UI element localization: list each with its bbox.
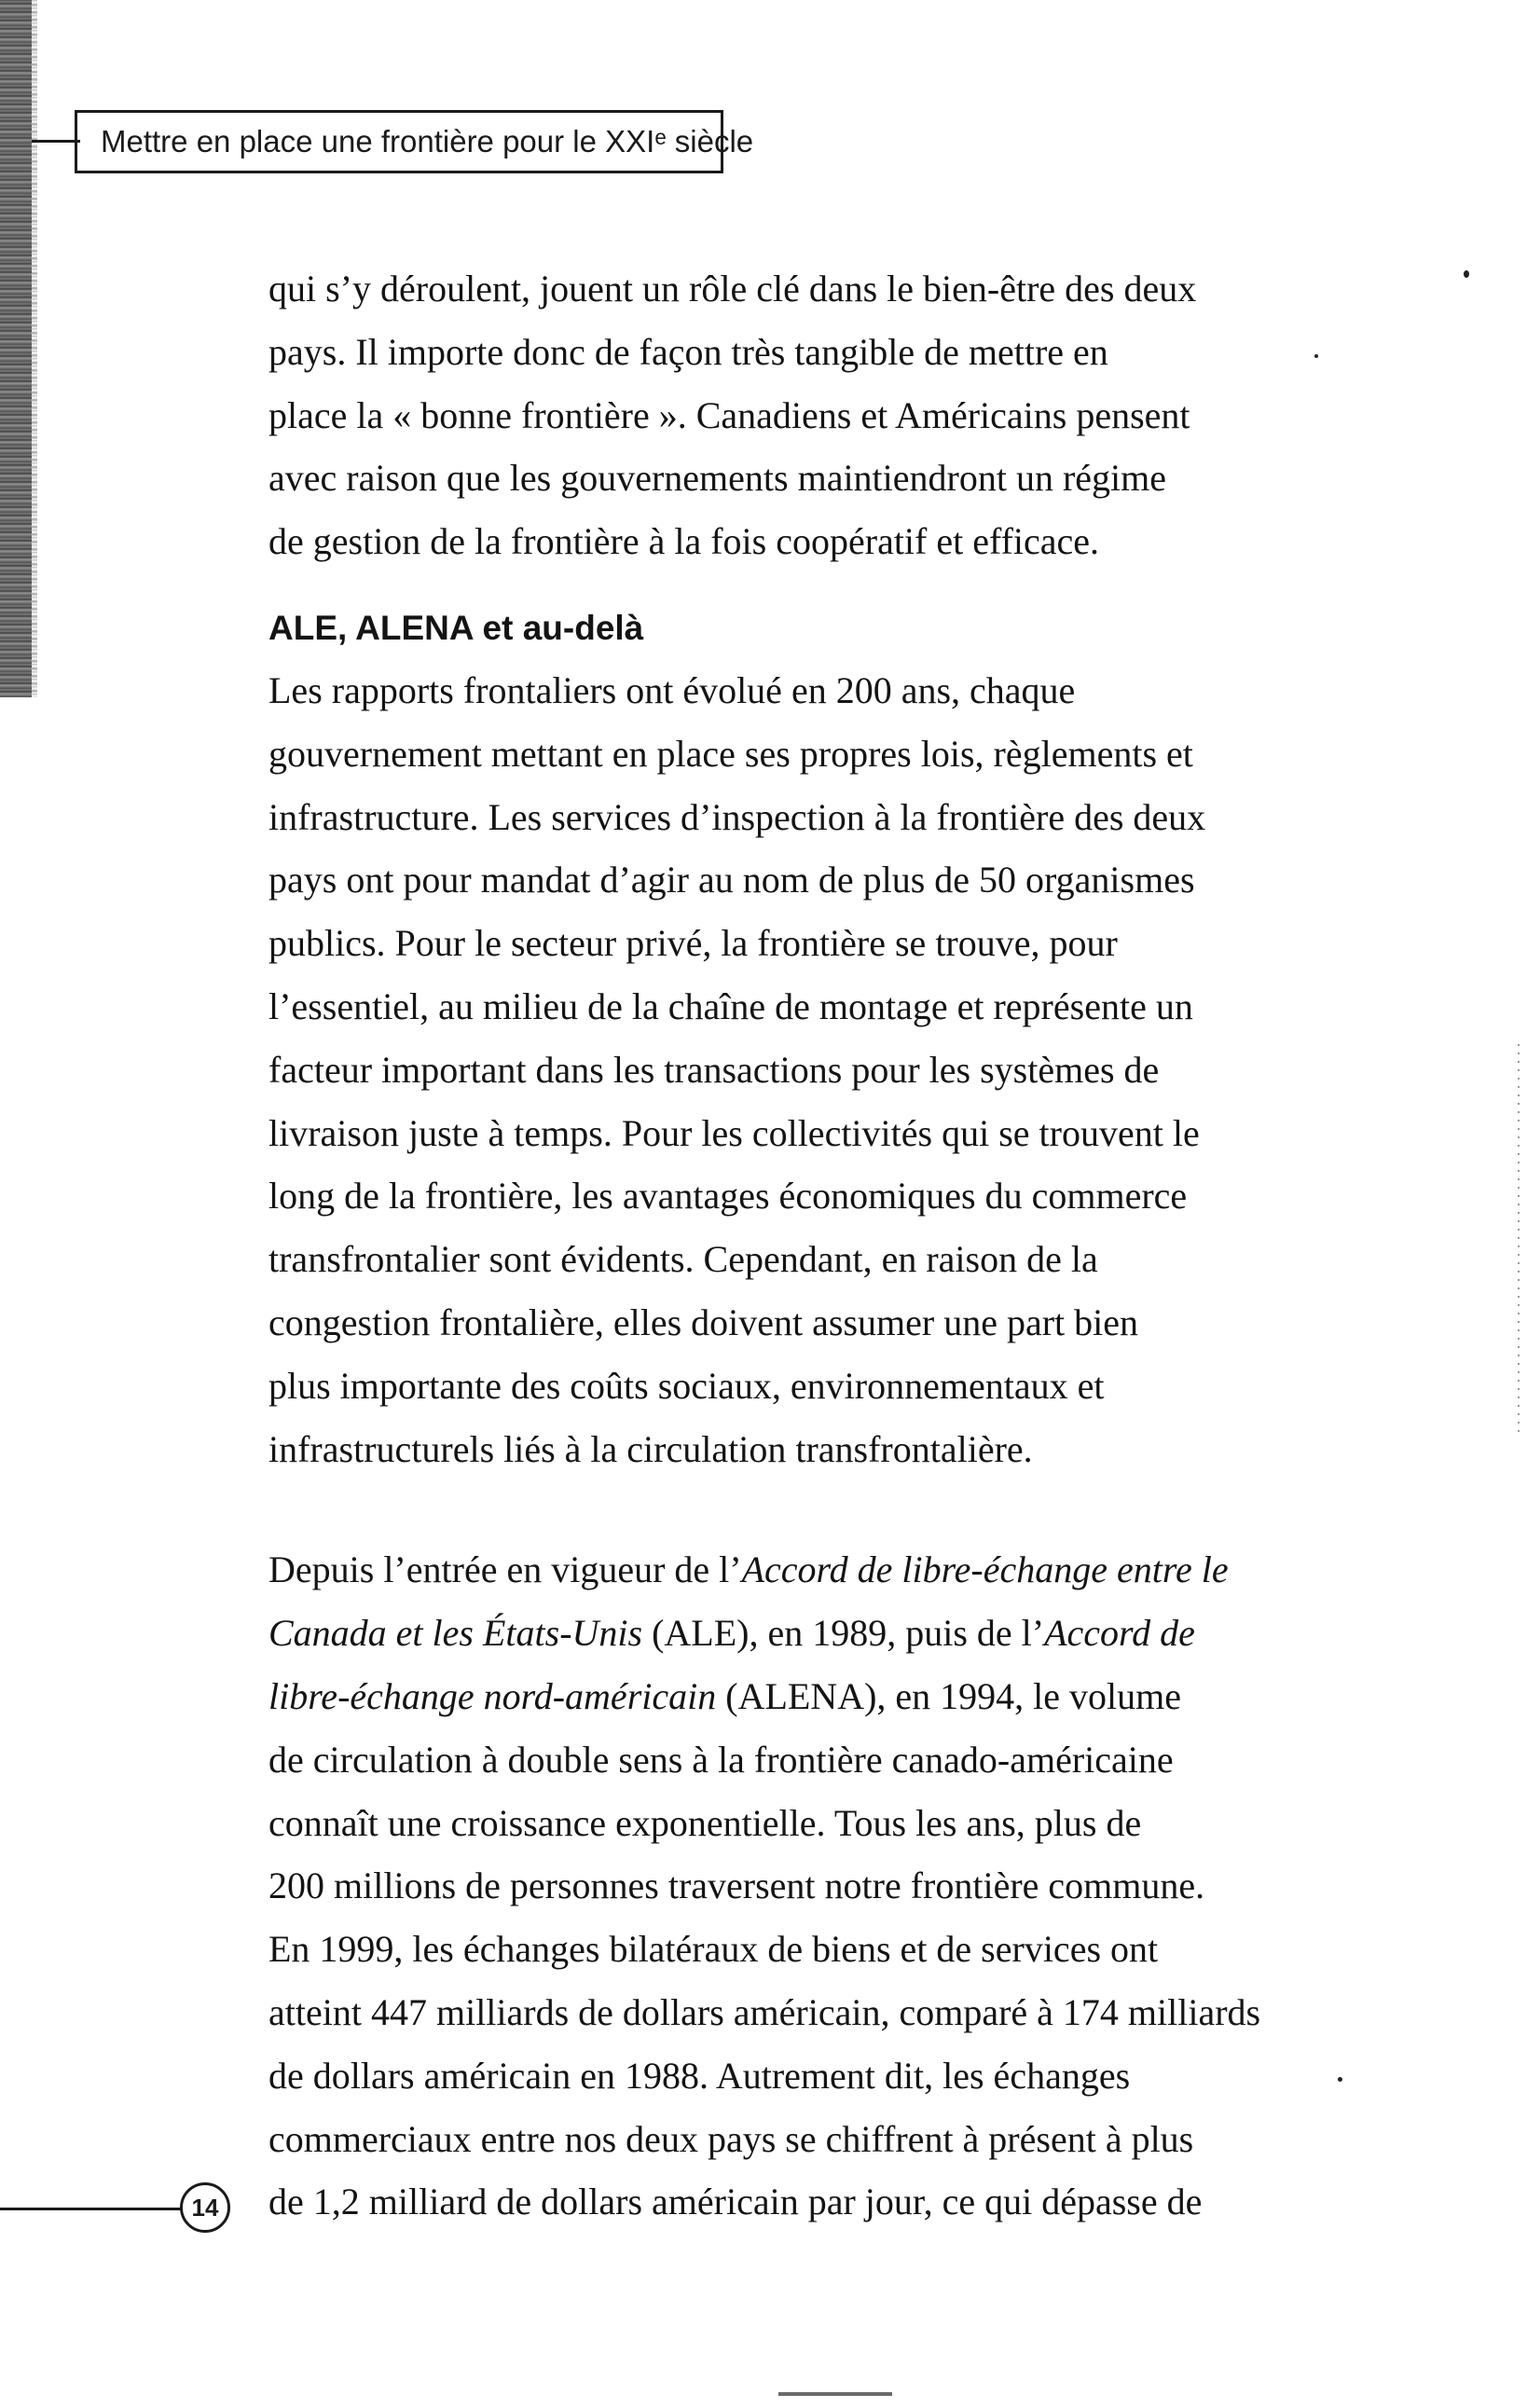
- text-line: [268, 1602, 1341, 1665]
- text-line: connaît une croissance exponentielle. Tous les ans, plus de: [268, 1801, 1142, 1844]
- act-title-italic: Canada et les États-Unis: [268, 1612, 643, 1655]
- page-body: [268, 257, 1341, 2234]
- running-header-title: Mettre en place une frontière pour le XXIᵉ siècle: [101, 124, 754, 158]
- text-line: transfrontalier sont évidents. Cependant, en raison de la: [268, 1238, 1098, 1281]
- text-line: infrastructurels liés à la circulation transfrontalière.: [268, 1427, 1033, 1470]
- text-line: de gestion de la frontière à la fois coopératif et efficace.: [268, 520, 1100, 563]
- scan-edge-shadow: [0, 0, 32, 697]
- text-line: avec raison que les gouvernements maintiendront un régime: [268, 457, 1167, 500]
- text-line: facteur important dans les transactions pour les systèmes de: [268, 1048, 1160, 1091]
- act-title-italic: Accord de libre-échange entre le: [741, 1548, 1229, 1591]
- text-line: livraison juste à temps. Pour les collectivités qui se trouvent le: [268, 1111, 1200, 1154]
- text-line: 200 millions de personnes traversent notre frontière commune.: [268, 1864, 1205, 1907]
- text-line: de circulation à double sens à la frontière canado-américaine: [268, 1738, 1174, 1781]
- text-line: commerciaux entre nos deux pays se chiffrent à présent à plus: [268, 2117, 1194, 2160]
- page-number-badge: [180, 2182, 230, 2233]
- header-rule: [32, 140, 80, 143]
- paragraph-3: [268, 1538, 1341, 2234]
- act-title-italic: libre-échange nord-américain: [268, 1674, 717, 1717]
- page-number: 14: [191, 2193, 219, 2222]
- text-run: Depuis l’entrée en vigueur de l’: [268, 1548, 742, 1591]
- scan-bottom-mark: [778, 2392, 892, 2396]
- text-line: Les rapports frontaliers ont évolué en 200 ans, chaque: [268, 668, 1076, 711]
- text-line: pays ont pour mandat d’agir au nom de plus de 50 organismes: [268, 859, 1195, 901]
- paragraph-2: [268, 659, 1341, 1480]
- section-heading: ALE, ALENA et au-delà: [268, 608, 644, 647]
- text-line: de 1,2 milliard de dollars américain par jour, ce qui dépasse de: [268, 2181, 1203, 2223]
- scan-speck: [1338, 2077, 1342, 2082]
- text-line: long de la frontière, les avantages économiques du commerce: [268, 1175, 1188, 1218]
- text-line: pays. Il importe donc de façon très tangible de mettre en: [268, 330, 1108, 373]
- text-line: gouvernement mettant en place ses propres lois, règlements et: [268, 732, 1193, 775]
- running-header: [75, 110, 754, 173]
- text-line: congestion frontalière, elles doivent assumer une part bien: [268, 1300, 1139, 1343]
- text-line: qui s’y déroulent, jouent un rôle clé dans le bien-être des deux: [268, 268, 1197, 310]
- text-line: infrastructure. Les services d’inspection à la frontière des deux: [268, 795, 1206, 838]
- text-line: plus importante des coûts sociaux, environnementaux et: [268, 1364, 1105, 1407]
- text-line: place la « bonne frontière ». Canadiens et Américains pensent: [268, 393, 1190, 436]
- text-line: de dollars américain en 1988. Autrement dit, les échanges: [268, 2054, 1131, 2097]
- text-line: atteint 447 milliards de dollars américain, comparé à 174 milliards: [268, 1990, 1261, 2033]
- text-run: (ALE), en 1989, puis de l’: [642, 1612, 1045, 1655]
- text-line: l’essentiel, au milieu de la chaîne de montage et représente un: [268, 984, 1193, 1027]
- margin-dots: [1518, 1044, 1520, 1436]
- page-number-rule: [0, 2208, 183, 2210]
- scan-speck: [1464, 270, 1469, 278]
- text-line: [268, 1538, 1341, 1602]
- scan-speck: [1314, 354, 1318, 358]
- act-title-italic: Accord de: [1044, 1612, 1195, 1655]
- paragraph-1: [268, 257, 1341, 573]
- text-line: En 1999, les échanges bilatéraux de biens et de services ont: [268, 1928, 1159, 1971]
- text-run: (ALENA), en 1994, le volume: [716, 1674, 1182, 1717]
- text-line: [268, 1665, 1341, 1728]
- text-line: publics. Pour le secteur privé, la frontière se trouve, pour: [268, 922, 1118, 965]
